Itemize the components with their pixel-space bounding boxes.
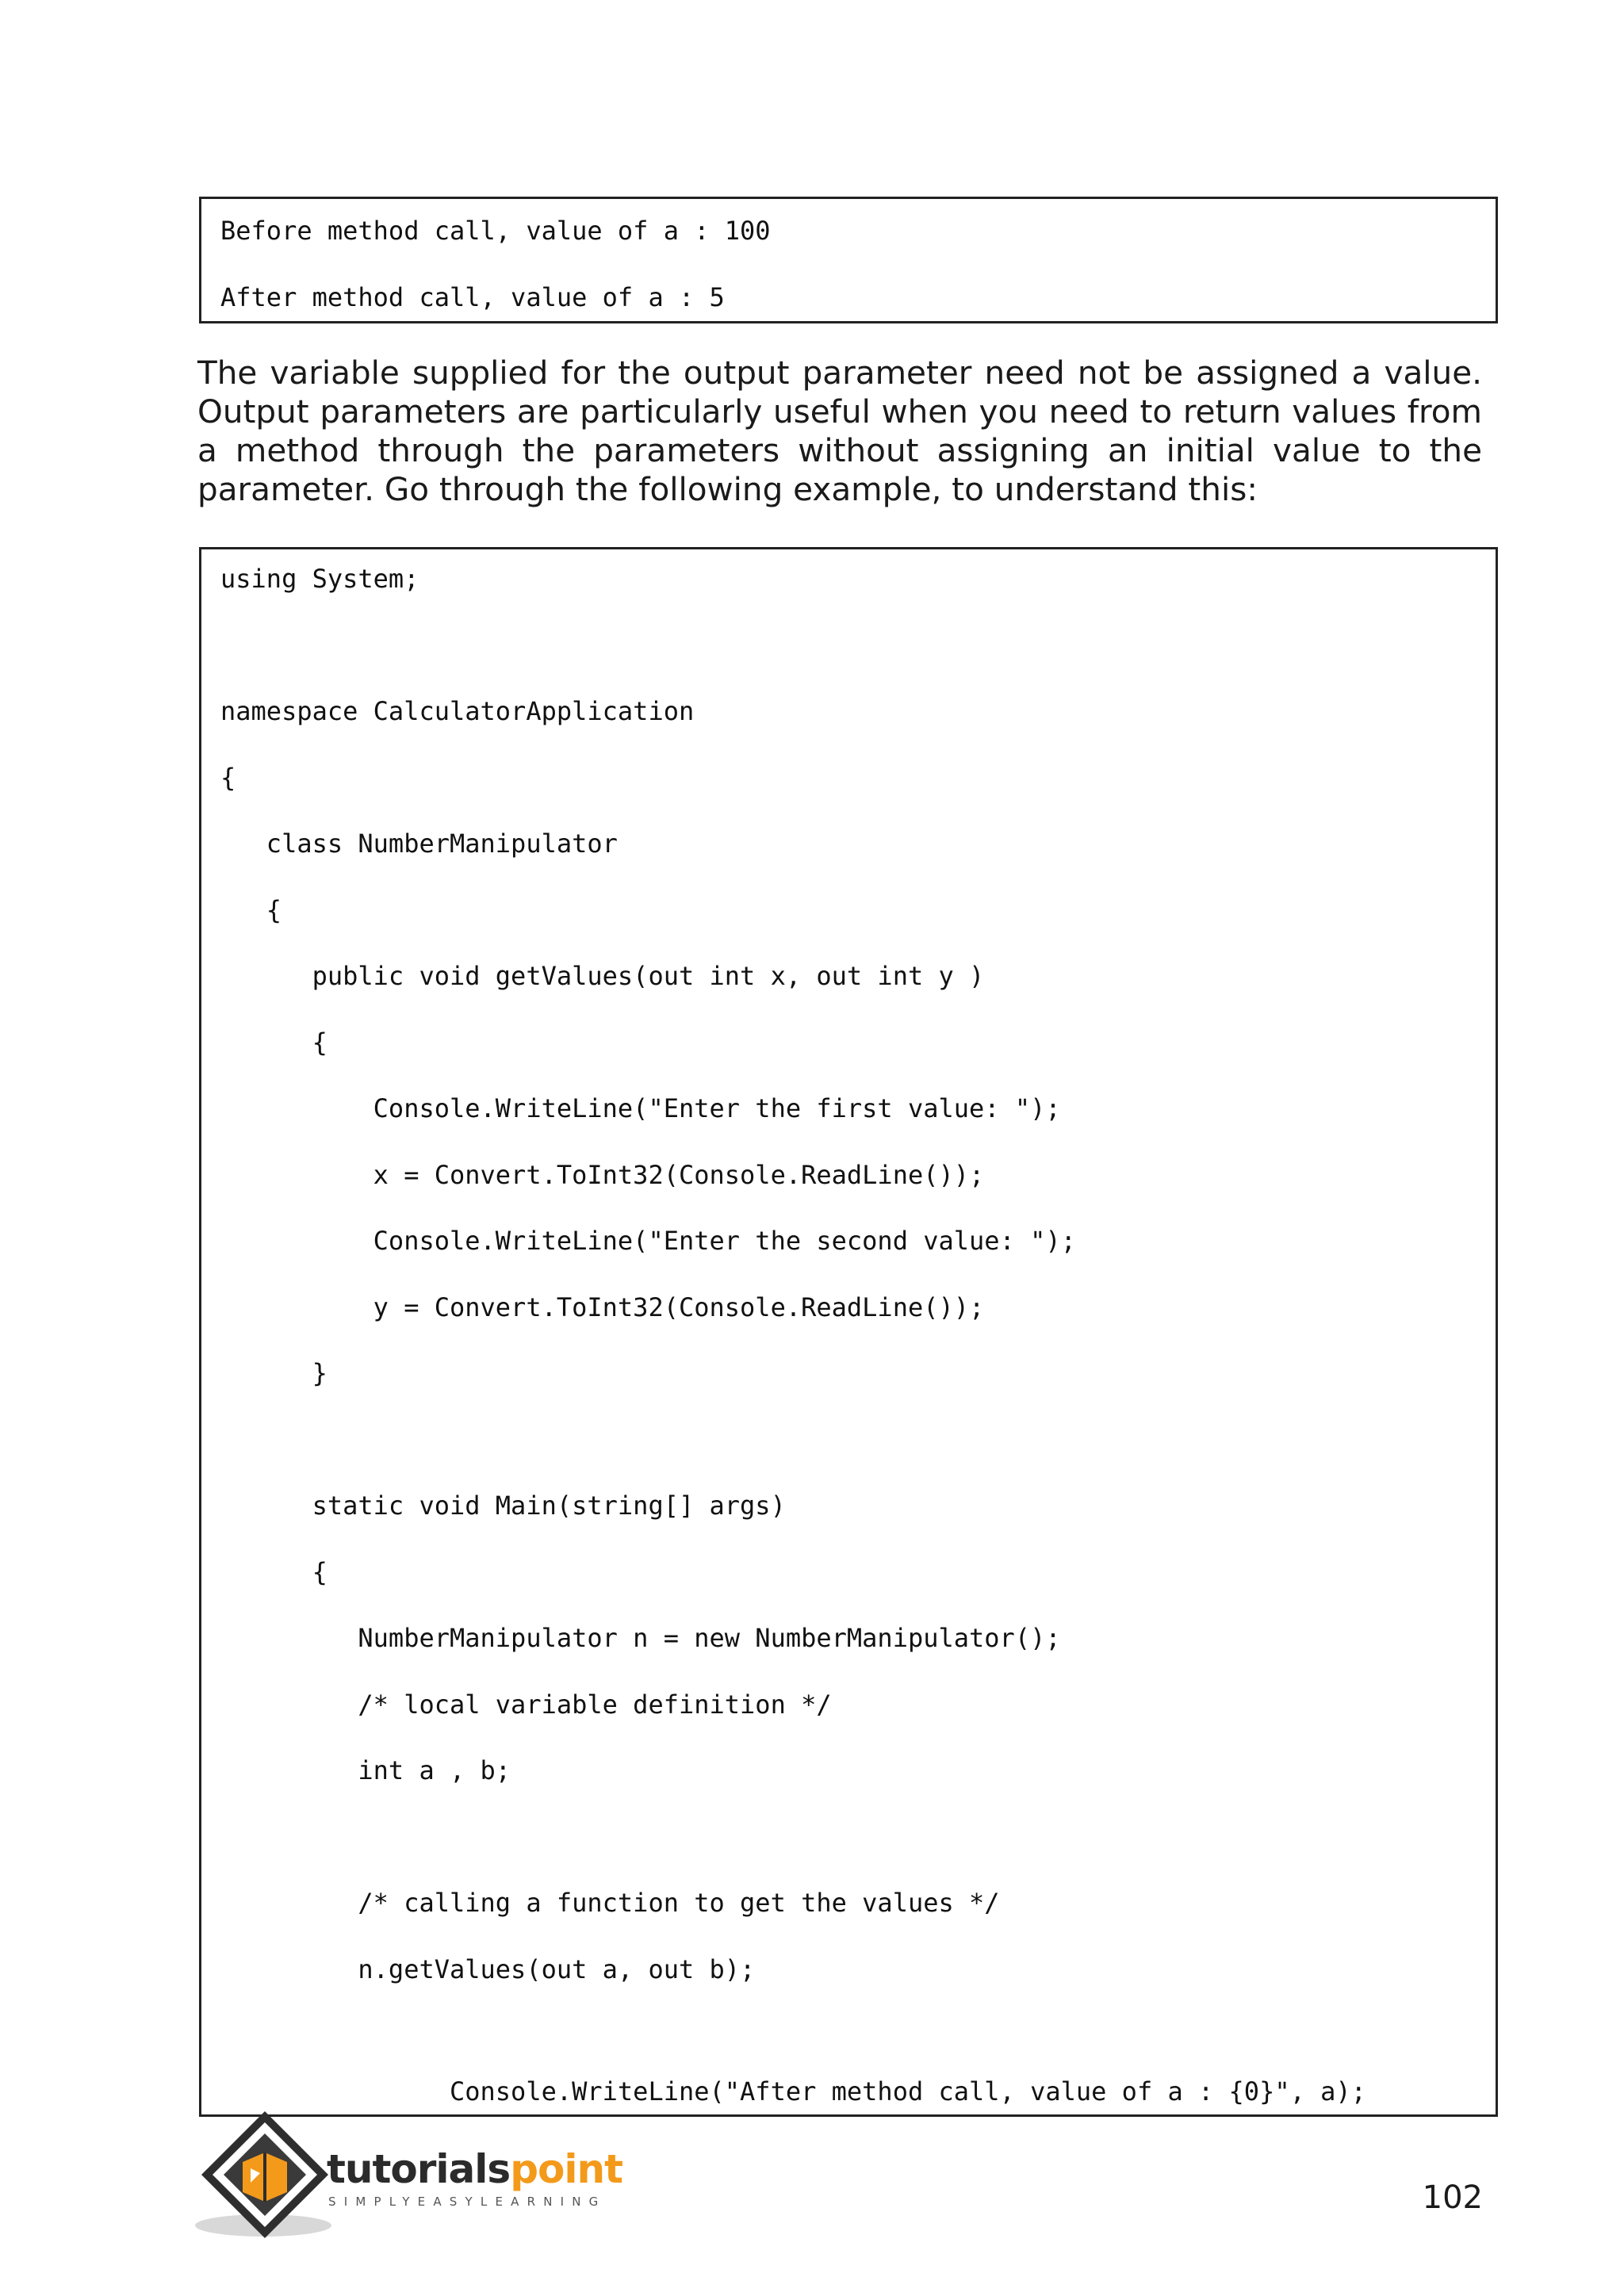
code-line-9: x = Convert.ToInt32(Console.ReadLine());: [220, 1160, 985, 1190]
logo-word-tutorials: tutorials: [327, 2146, 511, 2192]
logo-word-point: point: [510, 2146, 622, 2192]
code-line-2: namespace CalculatorApplication: [220, 696, 695, 726]
code-line-14: {: [220, 1557, 327, 1587]
output-line-1: Before method call, value of a : 100: [220, 216, 771, 246]
logo-tagline: SIMPLYEASYLEARNING: [328, 2195, 607, 2209]
code-line-1: using System;: [220, 564, 419, 594]
code-line-18: /* calling a function to get the values */: [220, 1888, 1000, 1918]
code-line-12: }: [220, 1358, 327, 1388]
output-code-box: [199, 197, 1498, 323]
code-line-16: /* local variable definition */: [220, 1689, 832, 1720]
page-number: 102: [1422, 2179, 1483, 2216]
code-line-7: {: [220, 1027, 327, 1058]
code-line-19: n.getValues(out a, out b);: [220, 1954, 756, 1984]
code-line-8: Console.WriteLine("Enter the first value: ");: [220, 1093, 1061, 1123]
code-line-4: class NumberManipulator: [220, 828, 618, 859]
body-paragraph: The variable supplied for the output parameter need not be assigned a value. Output parameters are particularly useful when you need to return values from a method through the parameters without assigning an initial value to the parameter. Go through the following example, to understand this:: [197, 354, 1482, 508]
output-line-2: After method call, value of a : 5: [220, 282, 725, 312]
code-line-15: NumberManipulator n = new NumberManipulator();: [220, 1623, 1061, 1653]
code-line-6: public void getValues(out int x, out int y ): [220, 961, 985, 991]
code-line-11: y = Convert.ToInt32(Console.ReadLine());: [220, 1292, 985, 1322]
code-line-13: static void Main(string[] args): [220, 1490, 786, 1521]
code-line-17: int a , b;: [220, 1755, 511, 1785]
code-listing-box: [199, 547, 1498, 2117]
logo-wordmark: [327, 2147, 622, 2191]
code-line-3: {: [220, 763, 236, 793]
code-line-5: {: [220, 895, 282, 925]
code-line-20: Console.WriteLine("After method call, value of a : {0}", a);: [220, 2076, 1366, 2107]
code-line-10: Console.WriteLine("Enter the second value: ");: [220, 1226, 1076, 1256]
